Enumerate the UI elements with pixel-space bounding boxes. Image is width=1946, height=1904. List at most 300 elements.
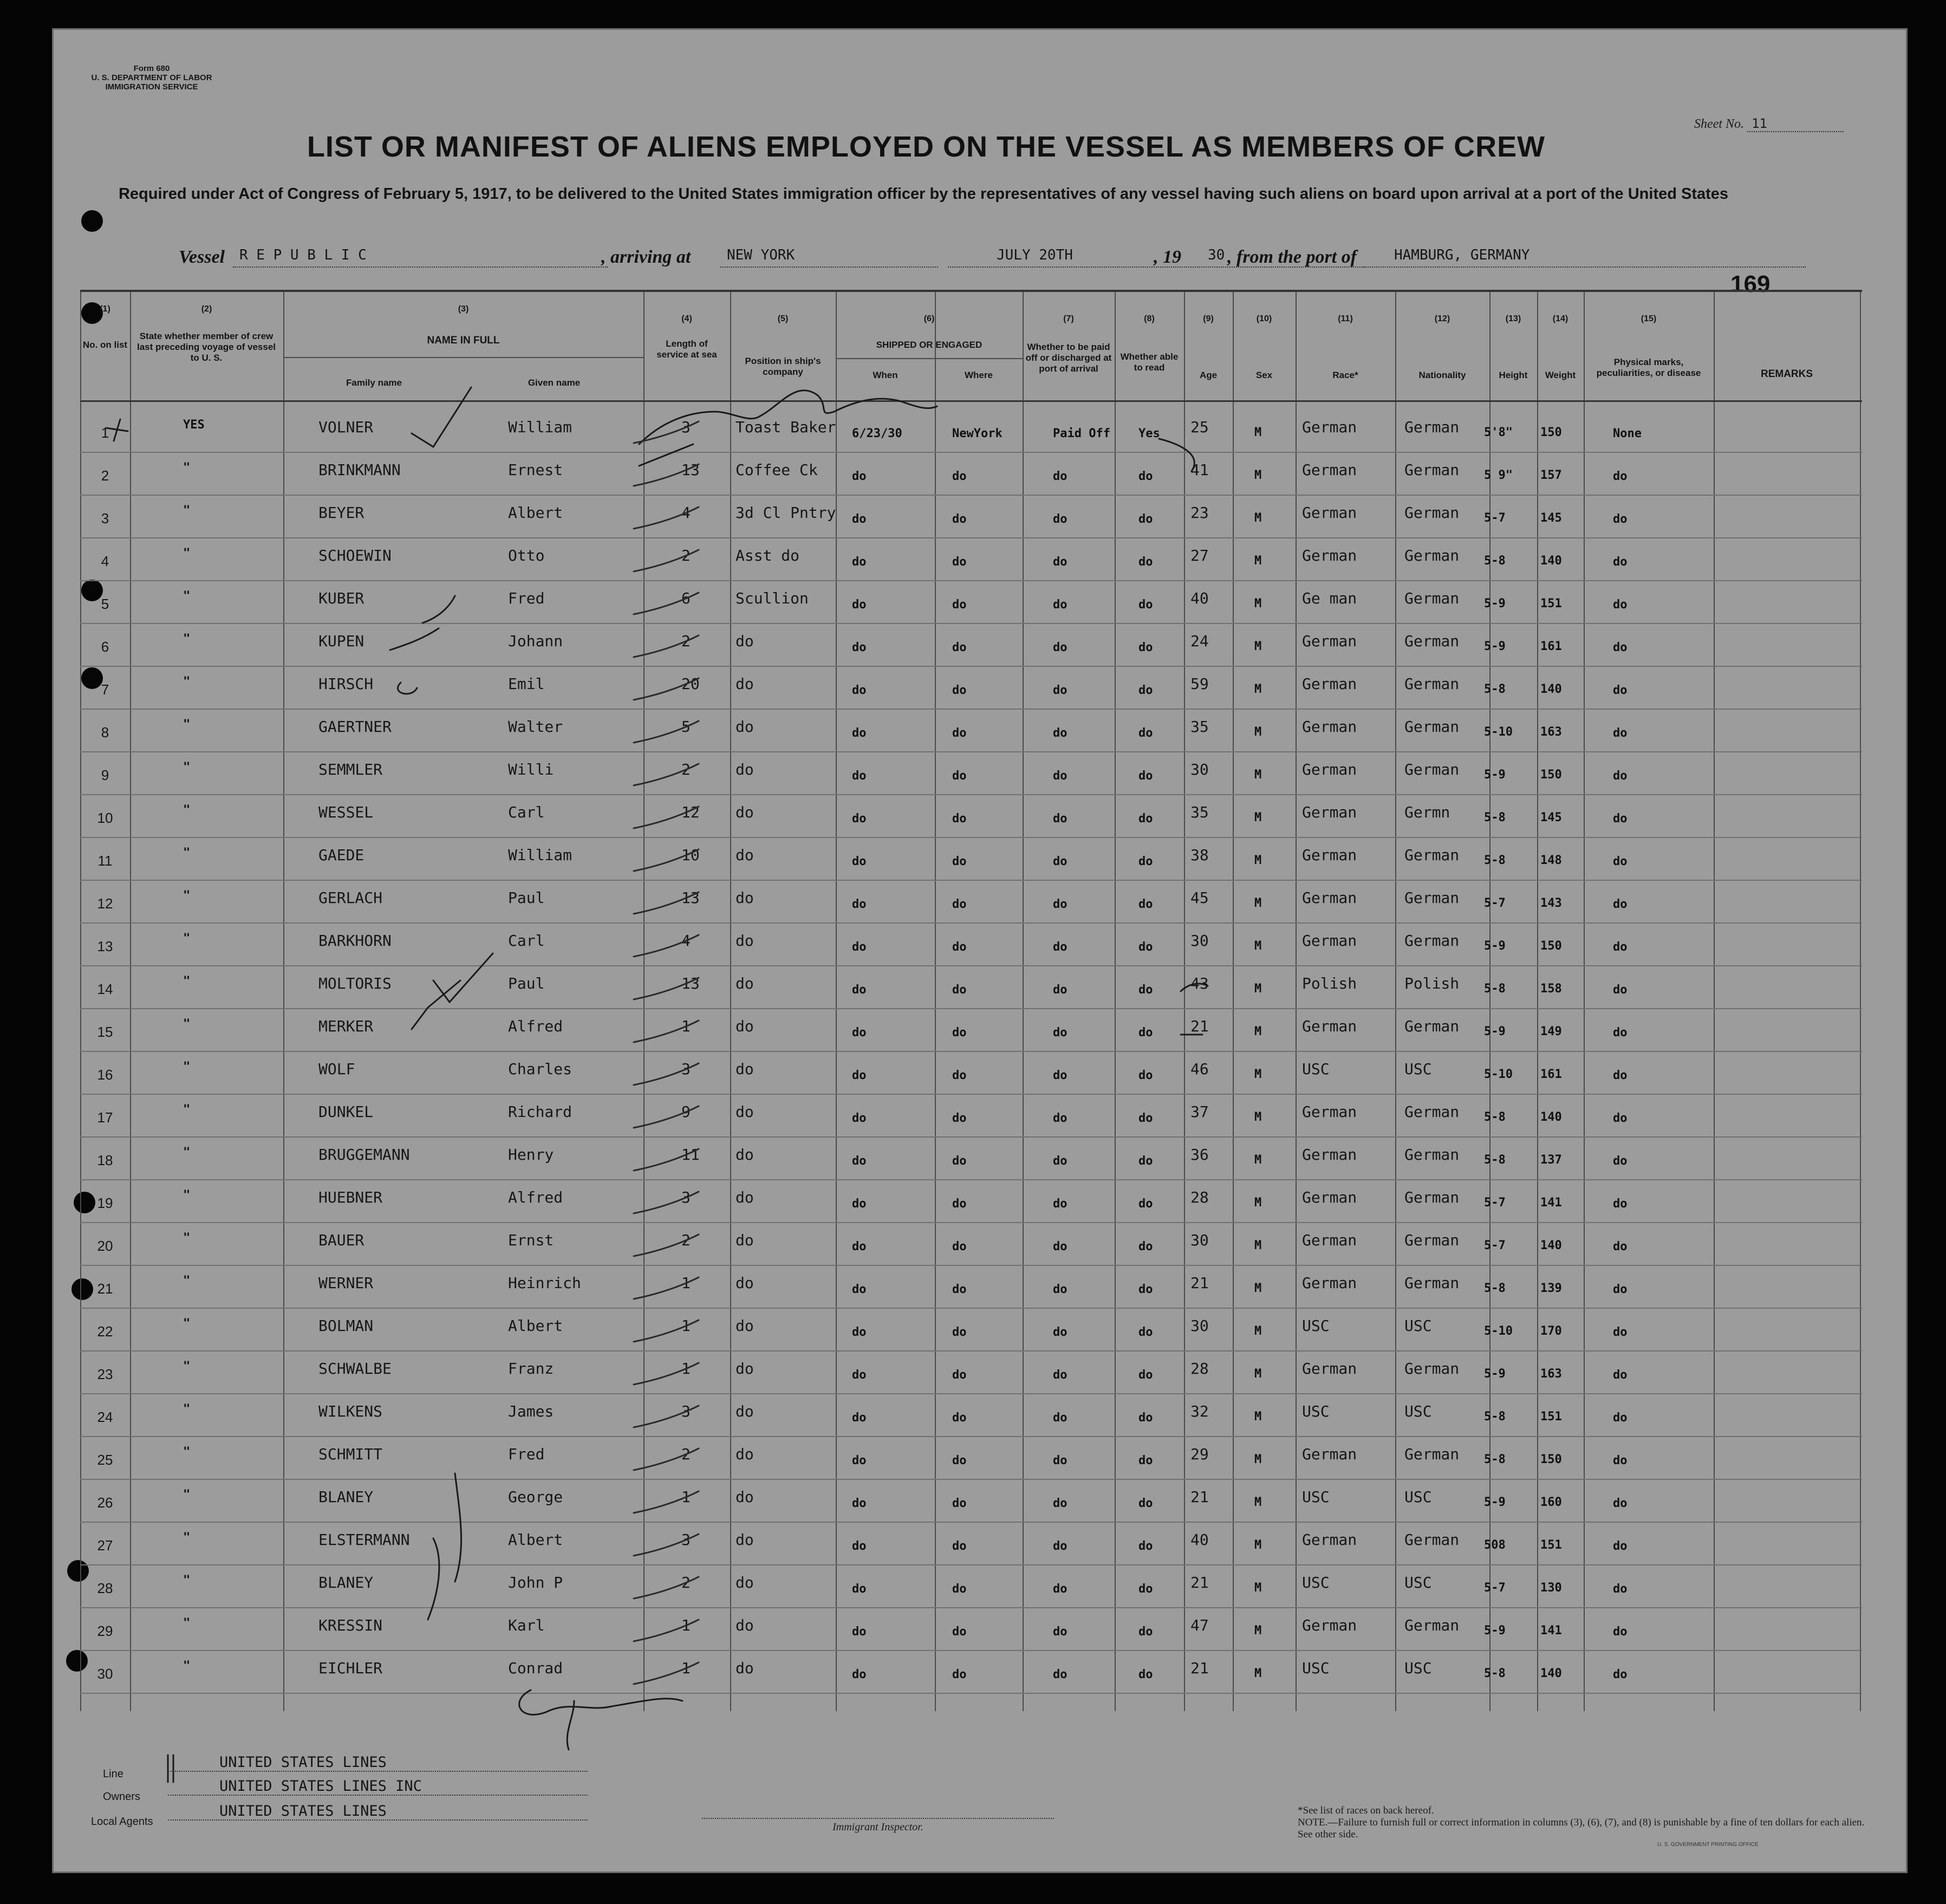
row-divider (80, 1479, 1862, 1480)
cell-race: German (1302, 461, 1357, 479)
row-divider (80, 1607, 1862, 1608)
cell-where: do (952, 1240, 967, 1253)
cell-position: do (736, 1402, 754, 1420)
row-divider (80, 794, 1862, 795)
cell-family: BARKHORN (318, 932, 392, 950)
cell-last: " (183, 1488, 191, 1502)
cell-where: do (952, 983, 967, 997)
cell-height: 5-7 (1484, 1239, 1506, 1252)
cell-race: German (1302, 1445, 1357, 1463)
cell-family: BLANEY (318, 1574, 374, 1591)
row-number: 17 (97, 1109, 113, 1126)
row-divider (80, 1393, 1862, 1394)
cell-when: do (852, 1283, 867, 1296)
cell-when: do (852, 1625, 867, 1639)
row-number: 24 (97, 1409, 113, 1425)
row-divider (80, 1051, 1862, 1052)
cell-when: do (852, 1112, 867, 1125)
cell-weight: 160 (1540, 1496, 1562, 1509)
cell-marks: do (1613, 1154, 1628, 1168)
cell-position: do (736, 761, 754, 778)
col-weight: Weight (1545, 370, 1576, 380)
cell-position: Asst do (736, 547, 800, 564)
cell-paid: do (1053, 1539, 1068, 1553)
cell-race: German (1302, 846, 1357, 864)
cell-where: do (952, 512, 967, 526)
cell-where: do (952, 1069, 967, 1082)
cell-weight: 157 (1540, 469, 1562, 482)
cell-read: do (1138, 598, 1153, 612)
cell-nationality: German (1404, 418, 1460, 436)
cell-race: German (1302, 1103, 1357, 1121)
cell-paid: do (1053, 1154, 1068, 1168)
cell-marks: do (1613, 940, 1628, 954)
cell-last: " (183, 1317, 191, 1330)
cell-position: do (736, 1060, 754, 1078)
cell-where: do (952, 1497, 967, 1510)
cell-family: ELSTERMANN (318, 1531, 410, 1549)
cell-read: do (1138, 512, 1153, 526)
cell-nationality: German (1404, 675, 1460, 693)
cell-last: " (183, 1103, 191, 1116)
cell-weight: 161 (1540, 1068, 1562, 1081)
cell-race: USC (1302, 1060, 1330, 1078)
col-nationality: Nationality (1418, 370, 1466, 380)
cell-weight: 145 (1540, 811, 1562, 824)
cell-last: " (183, 1188, 191, 1202)
cell-marks: do (1613, 855, 1628, 868)
cell-given: Johann (508, 632, 563, 650)
cell-marks: do (1613, 1625, 1628, 1639)
cell-given: George (508, 1488, 563, 1506)
cell-sex: M (1254, 597, 1262, 610)
cell-position: do (736, 1616, 754, 1634)
footnote-races: *See list of races on back hereof. (1298, 1805, 1434, 1816)
row-number: 15 (97, 1024, 113, 1040)
cell-height: 5-8 (1484, 1282, 1506, 1295)
cell-service: 1 (681, 1488, 691, 1506)
cell-sex: M (1254, 1153, 1262, 1167)
cell-family: GERLACH (318, 889, 383, 907)
cell-service: 9 (681, 1103, 691, 1121)
cell-given: Henry (508, 1146, 554, 1164)
cell-given: Fred (508, 589, 545, 607)
cell-nationality: German (1404, 932, 1460, 950)
cell-race: German (1302, 718, 1357, 736)
cell-position: Scullion (736, 589, 809, 607)
cell-service: 5 (681, 718, 691, 736)
cell-when: do (852, 1325, 867, 1339)
cell-weight: 140 (1540, 1110, 1562, 1124)
cell-height: 5-8 (1484, 1667, 1506, 1680)
col5-num: (5) (777, 314, 789, 323)
cell-nationality: USC (1404, 1060, 1432, 1078)
cell-sex: M (1254, 1068, 1262, 1081)
cell-given: Albert (508, 504, 563, 522)
row-number: 2 (101, 467, 109, 484)
cell-nationality: USC (1404, 1402, 1432, 1420)
cell-age: 21 (1190, 1659, 1209, 1677)
cell-last: " (183, 1146, 191, 1159)
cell-nationality: Germn (1404, 803, 1450, 821)
cell-marks: do (1613, 1668, 1628, 1681)
cell-race: USC (1302, 1659, 1330, 1677)
cell-last: " (183, 1360, 191, 1373)
cell-race: Polish (1302, 974, 1357, 992)
cell-age: 41 (1190, 461, 1209, 479)
cell-sex: M (1254, 768, 1262, 782)
cell-when: do (852, 1197, 867, 1211)
cell-race: German (1302, 632, 1357, 650)
row-divider (80, 495, 1862, 496)
cell-family: SCHOEWIN (318, 547, 392, 564)
cell-service: 4 (681, 504, 691, 522)
cell-sex: M (1254, 982, 1262, 996)
cell-family: HUEBNER (318, 1188, 383, 1206)
cell-read: do (1138, 1240, 1153, 1253)
inspector-label: Immigrant Inspector. (832, 1821, 923, 1833)
cell-read: do (1138, 1112, 1153, 1125)
cell-service: 1 (681, 1616, 691, 1634)
cell-read: do (1138, 641, 1153, 654)
cell-marks: do (1613, 812, 1628, 826)
vessel-name: R E P U B L I C (233, 247, 608, 268)
row-number: 8 (101, 724, 109, 740)
cell-height: 5-8 (1484, 982, 1506, 996)
col11-num: (11) (1338, 314, 1353, 323)
cell-when: do (852, 1411, 867, 1425)
cell-family: WERNER (318, 1274, 374, 1292)
cell-nationality: USC (1404, 1574, 1432, 1591)
cell-marks: do (1613, 983, 1628, 997)
cell-nationality: German (1404, 547, 1460, 564)
cell-race: German (1302, 504, 1357, 522)
cell-height: 5-8 (1484, 1410, 1506, 1424)
cell-nationality: German (1404, 846, 1460, 864)
cell-marks: do (1613, 898, 1628, 911)
cell-race: German (1302, 1017, 1357, 1035)
cell-height: 5-8 (1484, 1110, 1506, 1124)
cell-family: BAUER (318, 1231, 365, 1249)
cell-last: " (183, 1231, 191, 1245)
cell-nationality: German (1404, 1146, 1460, 1164)
cell-height: 5-9 (1484, 1624, 1506, 1637)
cell-where: do (952, 1582, 967, 1596)
cell-position: do (736, 632, 754, 650)
cell-marks: do (1613, 1539, 1628, 1553)
cell-when: do (852, 1454, 867, 1467)
cell-nationality: German (1404, 461, 1460, 479)
cell-sex: M (1254, 683, 1262, 696)
cell-where: do (952, 1197, 967, 1211)
cell-when: do (852, 555, 867, 569)
col1-num: (1) (100, 304, 110, 314)
cell-family: BRUGGEMANN (318, 1146, 410, 1164)
col8-num: (8) (1144, 314, 1155, 323)
cell-where: do (952, 641, 967, 654)
cell-when: do (852, 1539, 867, 1553)
cell-age: 43 (1190, 974, 1209, 992)
cell-last: " (183, 932, 191, 945)
cell-nationality: German (1404, 1531, 1460, 1549)
row-divider (80, 1436, 1862, 1437)
row-divider (80, 837, 1862, 838)
cell-given: Richard (508, 1103, 572, 1121)
cell-age: 35 (1190, 718, 1209, 736)
row-number: 4 (101, 553, 109, 569)
cell-race: German (1302, 803, 1357, 821)
cell-paid: do (1053, 1497, 1068, 1510)
cell-last: " (183, 1531, 191, 1544)
arriving-label: , arriving at (601, 247, 691, 267)
cell-marks: do (1613, 1240, 1628, 1253)
cell-height: 5-9 (1484, 1367, 1506, 1381)
row-divider (80, 965, 1862, 966)
cell-height: 5'8" (1484, 426, 1513, 439)
cell-weight: 130 (1540, 1581, 1562, 1595)
cell-position: do (736, 1659, 754, 1677)
cell-weight: 150 (1540, 1453, 1562, 1466)
cell-height: 508 (1484, 1538, 1506, 1552)
cell-marks: do (1613, 1497, 1628, 1510)
cell-paid: do (1053, 1283, 1068, 1296)
row-divider (80, 1136, 1862, 1138)
cell-nationality: German (1404, 504, 1460, 522)
cell-last: " (183, 589, 191, 603)
cell-service: 13 (681, 461, 700, 479)
col10-num: (10) (1256, 314, 1272, 323)
cell-where: do (952, 1283, 967, 1296)
cell-where: do (952, 1668, 967, 1681)
cell-when: do (852, 1026, 867, 1039)
cell-read: do (1138, 1668, 1153, 1681)
cell-when: do (852, 898, 867, 911)
cell-when: do (852, 684, 867, 697)
agents-label: Local Agents (91, 1816, 153, 1828)
cell-age: 59 (1190, 675, 1209, 693)
cell-service: 3 (681, 418, 691, 436)
cell-when: do (852, 512, 867, 526)
cell-paid: do (1053, 1668, 1068, 1681)
col-sex: Sex (1255, 370, 1273, 380)
cell-given: John P (508, 1574, 563, 1591)
cell-last: YES (183, 418, 205, 432)
col4-num: (4) (681, 314, 692, 323)
cell-read: do (1138, 855, 1153, 868)
cell-where: do (952, 470, 967, 483)
cell-race: German (1302, 761, 1357, 778)
cell-age: 30 (1190, 932, 1209, 950)
cell-where: do (952, 598, 967, 612)
cell-position: do (736, 889, 754, 907)
row-divider (80, 1094, 1862, 1095)
cell-given: Conrad (508, 1659, 563, 1677)
cell-read: do (1138, 1582, 1153, 1596)
row-number: 12 (97, 895, 113, 912)
row-number: 7 (101, 681, 109, 698)
cell-last: " (183, 504, 191, 517)
cell-weight: 141 (1540, 1196, 1562, 1210)
cell-family: VOLNER (318, 418, 374, 436)
cell-race: German (1302, 547, 1357, 564)
row-divider (80, 666, 1862, 667)
owners-value: UNITED STATES LINES INC (168, 1778, 588, 1796)
cell-nationality: USC (1404, 1659, 1432, 1677)
cell-family: BLANEY (318, 1488, 374, 1506)
cell-service: 1 (681, 1317, 691, 1335)
cell-marks: do (1613, 641, 1628, 654)
cell-race: USC (1302, 1402, 1330, 1420)
cell-read: do (1138, 555, 1153, 569)
printer-mark: U. S. GOVERNMENT PRINTING OFFICE (1657, 1842, 1759, 1848)
cell-sex: M (1254, 811, 1262, 824)
inspector-signature-line (702, 1818, 1054, 1819)
row-number: 6 (101, 639, 109, 655)
cell-paid: do (1053, 1411, 1068, 1425)
cell-paid: do (1053, 684, 1068, 697)
cell-marks: do (1613, 1069, 1628, 1082)
cell-race: German (1302, 1188, 1357, 1206)
cell-service: 2 (681, 1574, 691, 1591)
cell-nationality: German (1404, 1231, 1460, 1249)
cell-service: 1 (681, 1360, 691, 1377)
cell-when: do (852, 470, 867, 483)
cell-given: Emil (508, 675, 545, 693)
cell-where: do (952, 1625, 967, 1639)
col14-num: (14) (1552, 314, 1568, 323)
cell-where: do (952, 769, 967, 783)
cell-weight: 163 (1540, 725, 1562, 739)
cell-given: Karl (508, 1616, 545, 1634)
vessel-label: Vessel (179, 247, 225, 267)
cell-family: BRINKMANN (318, 461, 401, 479)
cell-service: 2 (681, 547, 691, 564)
cell-when: do (852, 598, 867, 612)
cell-height: 5-8 (1484, 554, 1506, 568)
cell-sex: M (1254, 1667, 1262, 1680)
col3-num: (3) (458, 304, 469, 314)
cell-race: German (1302, 675, 1357, 693)
cell-age: 30 (1190, 1317, 1209, 1335)
cell-weight: 161 (1540, 640, 1562, 653)
cell-age: 36 (1190, 1146, 1209, 1164)
cell-paid: do (1053, 983, 1068, 997)
row-number: 16 (97, 1067, 113, 1083)
row-divider (80, 452, 1862, 453)
cell-paid: do (1053, 512, 1068, 526)
cell-marks: do (1613, 684, 1628, 697)
row-number: 30 (97, 1666, 113, 1682)
cell-paid: do (1053, 598, 1068, 612)
cell-service: 10 (681, 846, 700, 864)
cell-sex: M (1254, 554, 1262, 568)
owners-label: Owners (103, 1791, 140, 1803)
line-label: Line (103, 1768, 123, 1780)
cell-read: do (1138, 1026, 1153, 1039)
row-number: 26 (97, 1494, 113, 1511)
cell-last: " (183, 1274, 191, 1288)
cell-service: 2 (681, 1445, 691, 1463)
form-number: Form 680 (133, 64, 170, 73)
arrival-year: 30 (1208, 247, 1225, 263)
cell-family: DUNKEL (318, 1103, 374, 1121)
cell-height: 5-9 (1484, 597, 1506, 610)
cell-height: 5-8 (1484, 811, 1506, 824)
row-divider (80, 537, 1862, 538)
cell-height: 5-7 (1484, 511, 1506, 525)
cell-when: do (852, 812, 867, 826)
row-divider (80, 1008, 1862, 1009)
cell-weight: 150 (1540, 939, 1562, 953)
cell-position: do (736, 1103, 754, 1121)
row-divider (80, 709, 1862, 710)
cell-position: Toast Baker (736, 418, 836, 436)
cell-last: " (183, 547, 191, 560)
cell-service: 1 (681, 1659, 691, 1677)
cell-sex: M (1254, 1367, 1262, 1381)
col-physical-marks: Physical marks, peculiarities, or disease (1596, 357, 1701, 378)
cell-position: 3d Cl Pntry (736, 504, 836, 522)
cell-when: do (852, 1154, 867, 1168)
cell-race: German (1302, 1274, 1357, 1292)
department: U. S. DEPARTMENT OF LABOR (91, 73, 212, 82)
cell-last: " (183, 461, 191, 475)
cell-weight: 151 (1540, 1410, 1562, 1424)
cell-height: 5-10 (1484, 1324, 1513, 1338)
cell-read: do (1138, 1625, 1153, 1639)
cell-read: do (1138, 898, 1153, 911)
cell-weight: 149 (1540, 1025, 1562, 1038)
cell-sex: M (1254, 1410, 1262, 1424)
year-prefix: , 19 (1154, 247, 1181, 267)
cell-given: Ernst (508, 1231, 554, 1249)
cell-last: " (183, 1060, 191, 1074)
col12-num: (12) (1434, 314, 1450, 323)
cell-paid: do (1053, 1582, 1068, 1596)
cell-service: 6 (681, 589, 691, 607)
cell-last: " (183, 1659, 191, 1673)
cell-nationality: Polish (1404, 974, 1460, 992)
cell-given: Charles (508, 1060, 572, 1078)
cell-paid: do (1053, 1112, 1068, 1125)
cell-height: 5-10 (1484, 725, 1513, 739)
cell-age: 40 (1190, 1531, 1209, 1549)
cell-weight: 140 (1540, 1667, 1562, 1680)
cell-when: do (852, 983, 867, 997)
col6-num: (6) (923, 314, 935, 323)
cell-sex: M (1254, 1110, 1262, 1124)
cell-weight: 148 (1540, 854, 1562, 867)
cell-service: 2 (681, 632, 691, 650)
cell-when: do (852, 940, 867, 954)
row-number: 23 (97, 1366, 113, 1382)
cell-family: WILKENS (318, 1402, 383, 1420)
cell-race: German (1302, 1146, 1357, 1164)
cell-age: 40 (1190, 589, 1209, 607)
page-subtitle: Required under Act of Congress of February 5, 1917, to be delivered to the United States immigration officer by the representatives of any vessel having such aliens on board upon arrival at a port of the United States (118, 185, 1729, 203)
cell-position: do (736, 1188, 754, 1206)
page-title: LIST OR MANIFEST OF ALIENS EMPLOYED ON THE VESSEL AS MEMBERS OF CREW (307, 131, 1546, 163)
cell-weight: 158 (1540, 982, 1562, 996)
cell-height: 5-9 (1484, 1496, 1506, 1509)
row-divider (80, 922, 1862, 924)
cell-service: 11 (681, 1146, 700, 1164)
cell-marks: do (1613, 470, 1628, 483)
cell-where: do (952, 940, 967, 954)
cell-read: do (1138, 1154, 1153, 1168)
cell-position: do (736, 1231, 754, 1249)
cell-given: William (508, 418, 572, 436)
